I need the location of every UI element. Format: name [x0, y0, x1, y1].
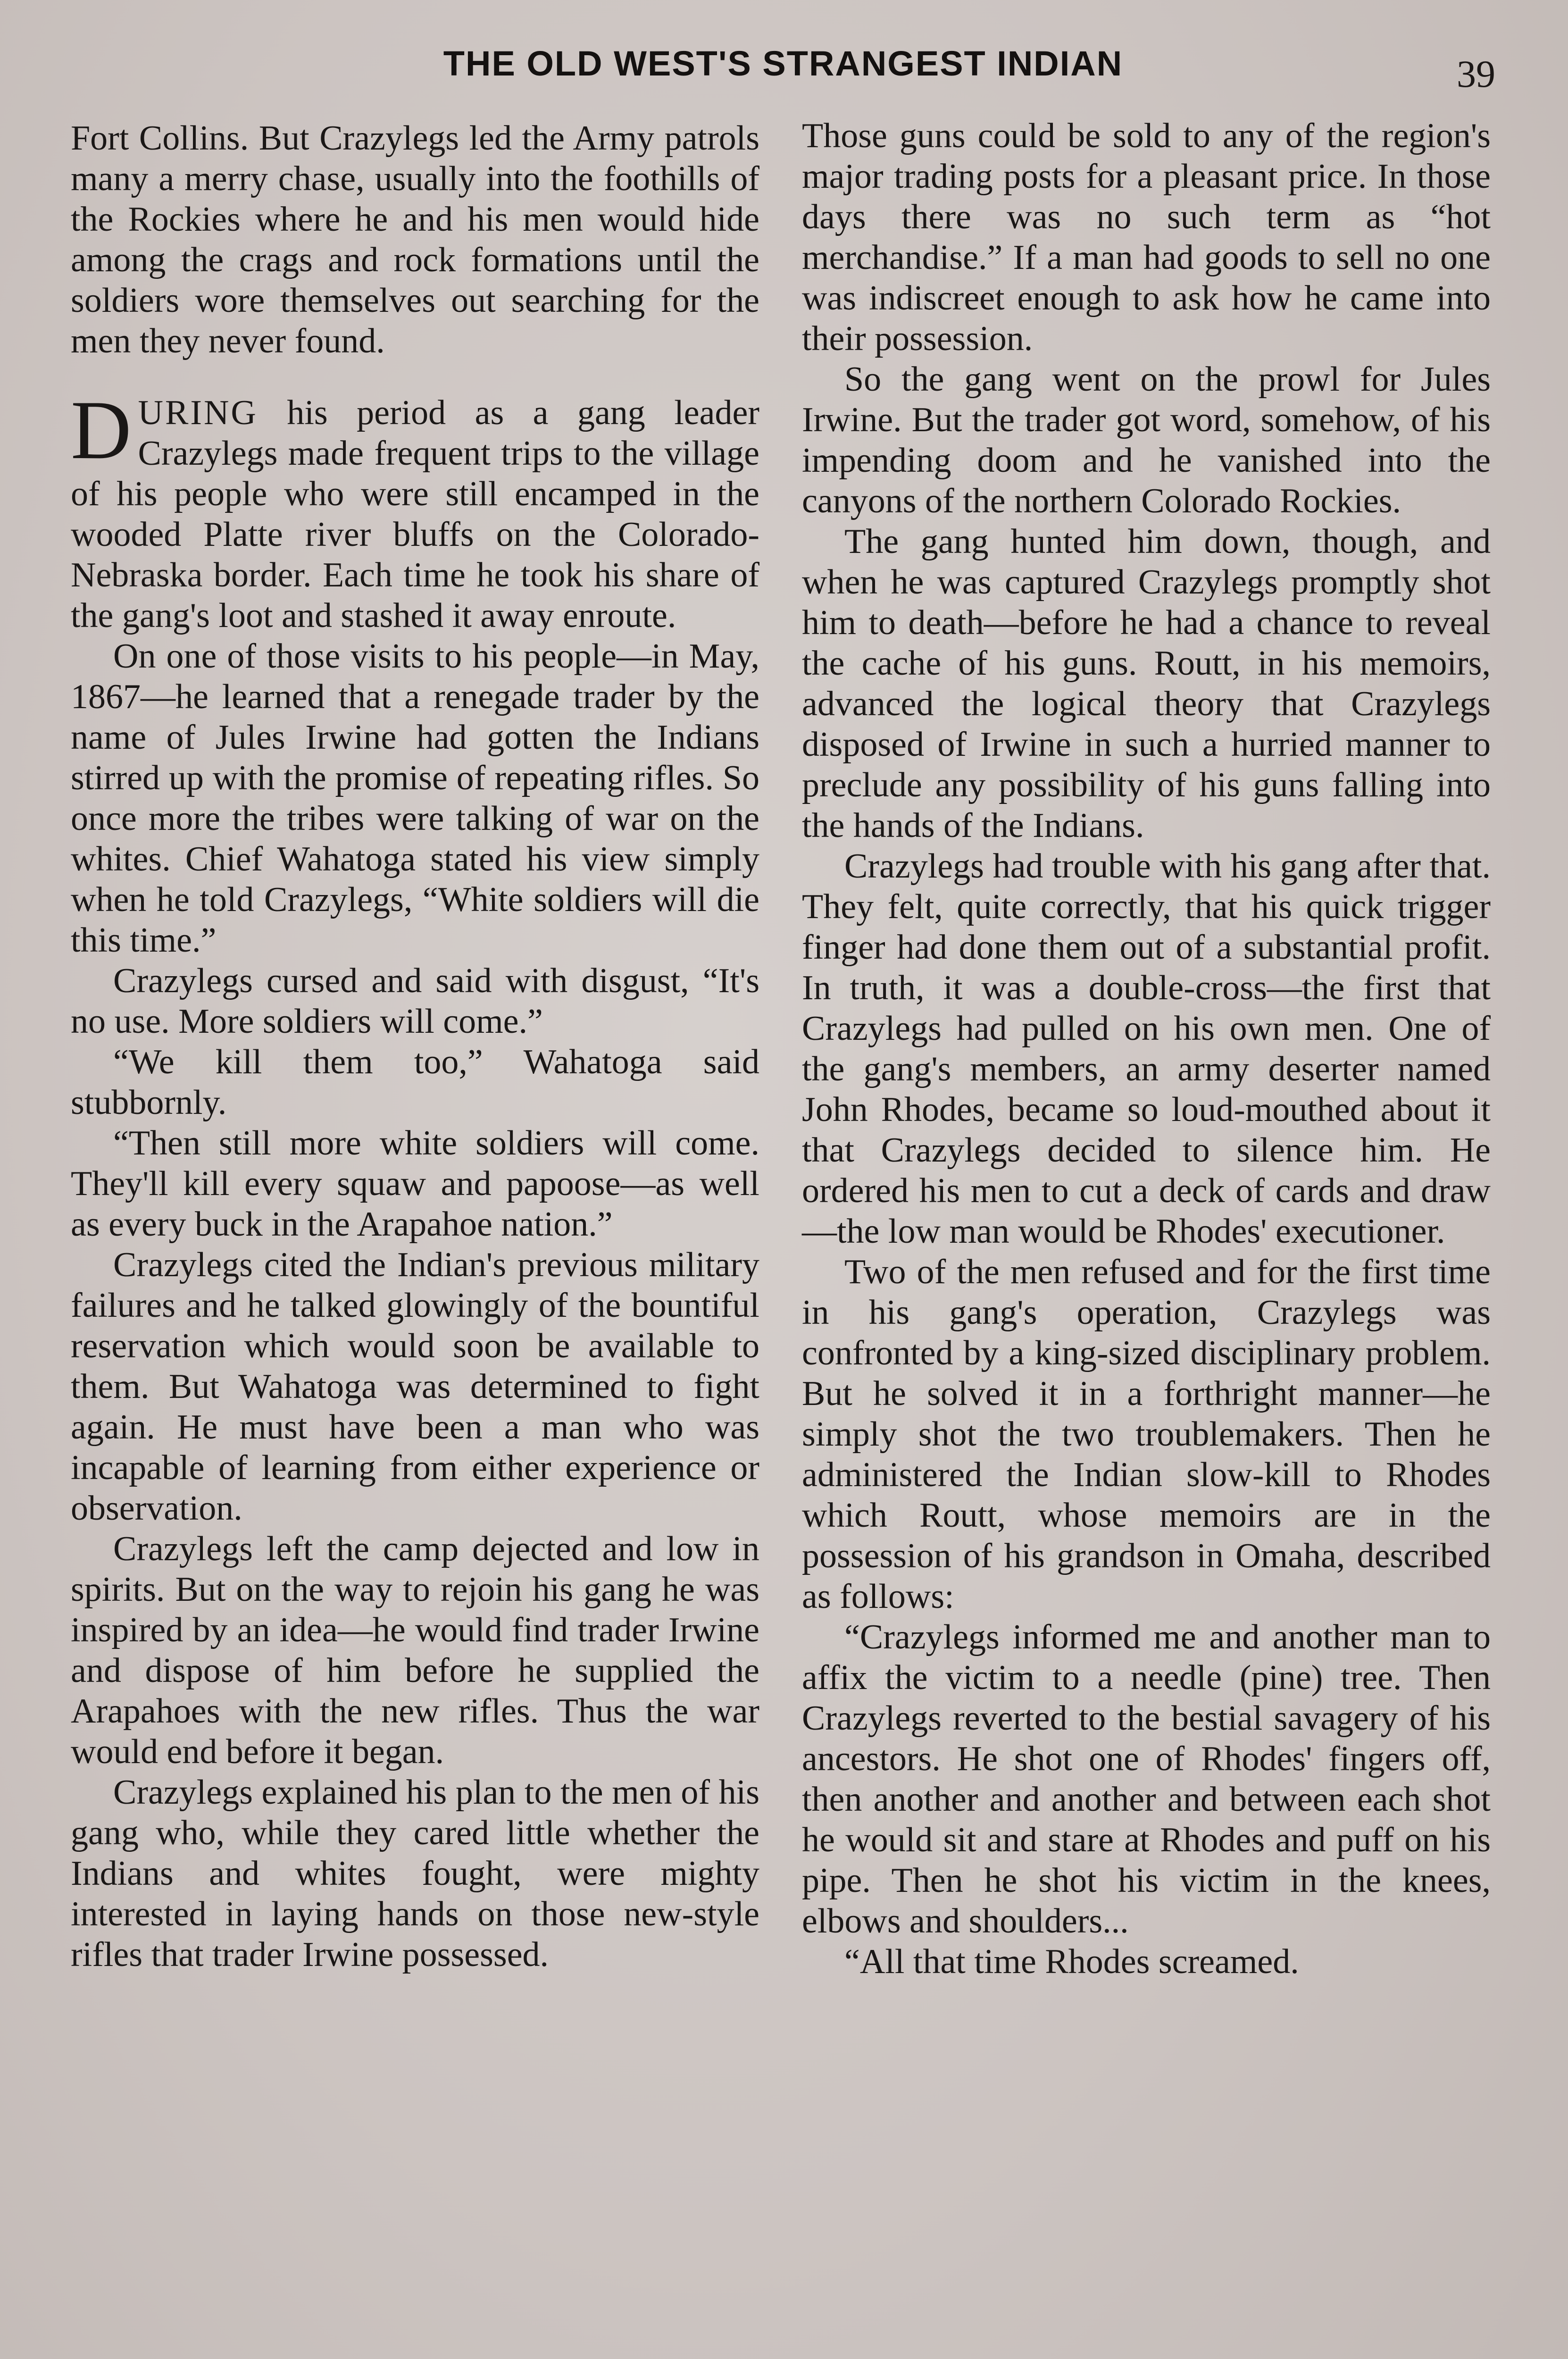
- page-number: 39: [1457, 52, 1495, 95]
- paragraph: Those guns could be sold to any of the region's major trading posts for a pleasant price. In those days there was no such term as “hot merchandise.” If a man had goods to sell no one was indiscreet enough to ask how he came into their possession.: [802, 117, 1491, 358]
- paragraph: Crazylegs explained his plan to the men of his gang who, while they cared little whether the Indians and whites fought, were mighty interested in laying hands on those new-style rifles that trader Irwine possessed.: [71, 1773, 759, 1974]
- paragraph: On one of those visits to his people—in May, 1867—he learned that a renegade trader by the name of Jules Irwine had gotten the Indians stirred up with the promise of repeating rifles. So once more the tribes were talking of war on the whites. Chief Wahatoga stated his view simply when he told Crazylegs, “White soldiers will die this time.”: [71, 637, 759, 960]
- paragraph-text: his period as a gang leader Crazylegs made frequent trips to the village of his people who were still encamped in the wooded Platte river bluffs on the Colorado-Nebraska border. Each time he took his share of the gang's loot and stashed it away enroute.: [71, 393, 759, 635]
- paragraph: Crazylegs cursed and said with disgust, “It's no use. More soldiers will come.”: [71, 962, 759, 1041]
- paragraph: “Then still more white soldiers will come. They'll kill every squaw and papoose—as well as every buck in the Arapahoe nation.”: [71, 1124, 759, 1244]
- paragraph: The gang hunted him down, though, and when he was captured Crazylegs promptly shot him to death—before he had a chance to reveal the cache of his guns. Routt, in his memoirs, advanced the logical theory that Crazylegs disposed of Irwine in such a hurried manner to preclude any possibility of his guns falling into the hands of the Indians.: [802, 522, 1491, 845]
- drop-cap: D: [71, 383, 132, 477]
- paragraph: Crazylegs left the camp dejected and low in spirits. But on the way to rejoin his gang he was inspired by an idea—he would find trader Irwine and dispose of him before he supplied the Arapahoes with the new rifles. Thus the war would end before it began.: [71, 1530, 759, 1771]
- right-column: [802, 116, 1491, 1982]
- paragraph: Two of the men refused and for the first time in his gang's operation, Crazylegs was confronted by a king-sized disciplinary problem. But he solved it in a forthright manner—he simply shot the two troublemakers. Then he administered the Indian slow-kill to Rhodes which Routt, whose memoirs are in the possession of his grandson in Omaha, described as follows:: [802, 1253, 1491, 1616]
- paragraph: “Crazylegs informed me and another man to affix the victim to a needle (pine) tree. Then Crazylegs reverted to the bestial savagery of his ancestors. He shot one of Rhodes' fingers off, then another and another and between each shot he would sit and stare at Rhodes and puff on his pipe. Then he shot his victim in the knees, elbows and shoulders...: [802, 1618, 1491, 1941]
- running-head-title: THE OLD WEST'S STRANGEST INDIAN: [443, 44, 1123, 83]
- paragraph: “All that time Rhodes screamed.: [844, 1942, 1299, 1981]
- paragraph: Crazylegs cited the Indian's previous military failures and he talked glowingly of the bountiful reservation which would soon be available to them. But Wahatoga was determined to fight again. He must have been a man who was incapable of learning from either experience or observation.: [71, 1246, 759, 1528]
- paragraph: Fort Collins. But Crazylegs led the Army patrols many a merry chase, usually into the foothills of the Rockies where he and his men would hide among the crags and rock formations until the soldiers wore themselves out searching for the men they never found.: [71, 119, 759, 360]
- lead-word: URING: [138, 393, 258, 432]
- paragraph: Crazylegs had trouble with his gang after that. They felt, quite correctly, that his quick trigger finger had done them out of a substantial profit. In truth, it was a double-cross—the first that Crazylegs had pulled on his own men. One of the gang's members, an army deserter named John Rhodes, became so loud-mouthed about it that Crazylegs decided to silence him. He ordered his men to cut a deck of cards and draw —the low man would be Rhodes' executioner.: [802, 847, 1491, 1251]
- paragraph: So the gang went on the prowl for Jules Irwine. But the trader got word, somehow, of his impending doom and he vanished into the canyons of the northern Colorado Rockies.: [802, 360, 1491, 520]
- dropcap-paragraph: [71, 383, 759, 636]
- paragraph: “We kill them too,” Wahatoga said stubbornly.: [71, 1043, 759, 1122]
- left-column: [71, 118, 759, 1975]
